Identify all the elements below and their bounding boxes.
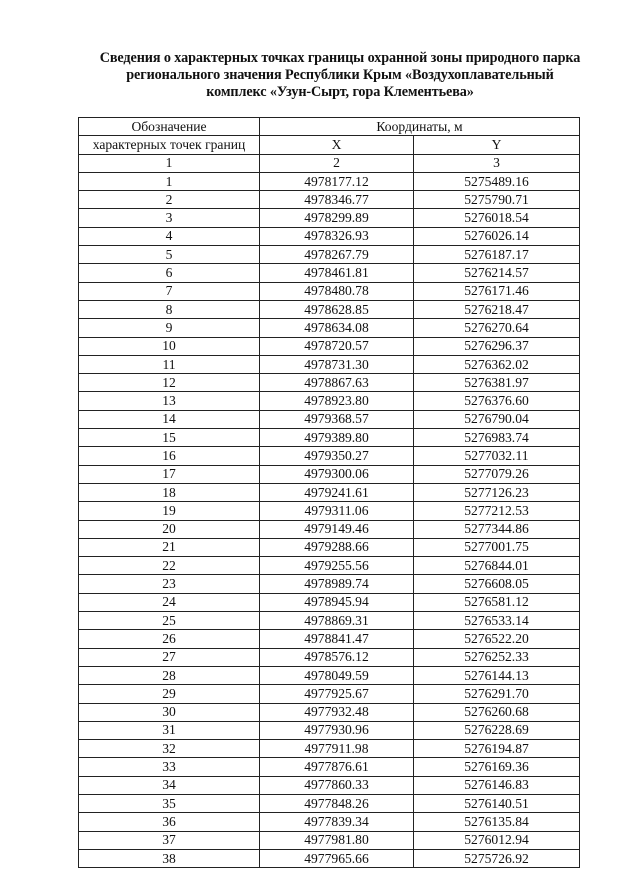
table-row [79, 429, 580, 447]
coord-y: 5277126.23 [414, 483, 580, 501]
table-row [79, 282, 580, 300]
table-row [79, 209, 580, 227]
coord-y: 5276608.05 [414, 575, 580, 593]
coord-y: 5276252.33 [414, 648, 580, 666]
table-row [79, 410, 580, 428]
coord-x: 4979300.06 [260, 465, 414, 483]
coord-y: 5277032.11 [414, 447, 580, 465]
coord-x: 4978267.79 [260, 246, 414, 264]
coord-x: 4979368.57 [260, 410, 414, 428]
coord-x: 4978299.89 [260, 209, 414, 227]
coord-y: 5276260.68 [414, 703, 580, 721]
coordinates-table-body [79, 118, 580, 868]
table-row [79, 355, 580, 373]
coord-y: 5277001.75 [414, 538, 580, 556]
coord-y: 5275726.92 [414, 849, 580, 867]
coord-x: 4978923.80 [260, 392, 414, 410]
table-row [79, 648, 580, 666]
coord-y: 5276581.12 [414, 593, 580, 611]
coordinates-table [78, 117, 580, 868]
coord-y: 5276194.87 [414, 740, 580, 758]
table-row [79, 721, 580, 739]
table-row [79, 538, 580, 556]
table-row [79, 392, 580, 410]
coord-y: 5276376.60 [414, 392, 580, 410]
coord-x: 4978326.93 [260, 227, 414, 245]
table-row [79, 849, 580, 867]
coord-x: 4978049.59 [260, 666, 414, 684]
point-number: 27 [79, 648, 260, 666]
table-row [79, 300, 580, 318]
table-row [79, 246, 580, 264]
point-number: 29 [79, 685, 260, 703]
coord-x: 4979255.56 [260, 557, 414, 575]
table-row [79, 483, 580, 501]
point-number: 2 [79, 191, 260, 209]
title-line-1: Сведения о характерных точках границы охранной зоны природного парка [99, 50, 581, 66]
table-row [79, 666, 580, 684]
coord-y: 5276983.74 [414, 429, 580, 447]
table-row [79, 191, 580, 209]
header-point-label-line2: характерных точек границ [79, 136, 260, 154]
document-title [60, 50, 620, 101]
coord-y: 5277344.86 [414, 520, 580, 538]
point-number: 15 [79, 429, 260, 447]
point-number: 8 [79, 300, 260, 318]
point-number: 31 [79, 721, 260, 739]
header-coords-label: Координаты, м [260, 118, 580, 136]
point-number: 28 [79, 666, 260, 684]
table-row [79, 319, 580, 337]
coord-x: 4977911.98 [260, 740, 414, 758]
point-number: 10 [79, 337, 260, 355]
coord-y: 5276171.46 [414, 282, 580, 300]
coord-y: 5276228.69 [414, 721, 580, 739]
coord-x: 4978945.94 [260, 593, 414, 611]
coord-x: 4977876.61 [260, 758, 414, 776]
point-number: 6 [79, 264, 260, 282]
point-number: 22 [79, 557, 260, 575]
table-row [79, 740, 580, 758]
coord-y: 5277079.26 [414, 465, 580, 483]
coord-y: 5276146.83 [414, 776, 580, 794]
coord-x: 4978869.31 [260, 612, 414, 630]
coord-x: 4979311.06 [260, 502, 414, 520]
coord-x: 4977932.48 [260, 703, 414, 721]
coord-y: 5276522.20 [414, 630, 580, 648]
point-number: 7 [79, 282, 260, 300]
table-row [79, 685, 580, 703]
coord-y: 5276291.70 [414, 685, 580, 703]
title-line-2: регионального значения Республики Крым «Воздухоплавательный [126, 67, 554, 83]
coord-y: 5276140.51 [414, 794, 580, 812]
point-number: 9 [79, 319, 260, 337]
coord-x: 4977839.34 [260, 813, 414, 831]
coord-y: 5276296.37 [414, 337, 580, 355]
table-row [79, 374, 580, 392]
point-number: 20 [79, 520, 260, 538]
coord-x: 4977848.26 [260, 794, 414, 812]
coord-x: 4978634.08 [260, 319, 414, 337]
table-row [79, 612, 580, 630]
coord-x: 4978731.30 [260, 355, 414, 373]
coord-x: 4978628.85 [260, 300, 414, 318]
column-number-1: 1 [79, 154, 260, 172]
point-number: 17 [79, 465, 260, 483]
coord-x: 4978346.77 [260, 191, 414, 209]
coord-y: 5276012.94 [414, 831, 580, 849]
header-row-1 [79, 118, 580, 136]
table-row [79, 593, 580, 611]
coord-x: 4978989.74 [260, 575, 414, 593]
point-number: 5 [79, 246, 260, 264]
point-number: 14 [79, 410, 260, 428]
coord-y: 5276169.36 [414, 758, 580, 776]
point-number: 16 [79, 447, 260, 465]
table-row [79, 520, 580, 538]
coord-y: 5275489.16 [414, 172, 580, 190]
header-row-2 [79, 136, 580, 154]
coord-y: 5276187.17 [414, 246, 580, 264]
coord-y: 5276214.57 [414, 264, 580, 282]
point-number: 32 [79, 740, 260, 758]
point-number: 21 [79, 538, 260, 556]
title-line-3: комплекс «Узун-Сырт, гора Клементьева» [206, 84, 474, 100]
coord-y: 5276026.14 [414, 227, 580, 245]
coord-y: 5276533.14 [414, 612, 580, 630]
coord-y: 5276218.47 [414, 300, 580, 318]
point-number: 11 [79, 355, 260, 373]
column-number-row [79, 154, 580, 172]
table-row [79, 447, 580, 465]
point-number: 35 [79, 794, 260, 812]
table-row [79, 557, 580, 575]
point-number: 1 [79, 172, 260, 190]
point-number: 13 [79, 392, 260, 410]
table-row [79, 575, 580, 593]
header-x-label: X [260, 136, 414, 154]
coord-x: 4978576.12 [260, 648, 414, 666]
coord-x: 4978461.81 [260, 264, 414, 282]
coord-y: 5275790.71 [414, 191, 580, 209]
point-number: 25 [79, 612, 260, 630]
column-number-2: 2 [260, 154, 414, 172]
table-row [79, 758, 580, 776]
coord-y: 5276362.02 [414, 355, 580, 373]
point-number: 37 [79, 831, 260, 849]
coord-x: 4977930.96 [260, 721, 414, 739]
table-row [79, 264, 580, 282]
point-number: 24 [79, 593, 260, 611]
point-number: 3 [79, 209, 260, 227]
table-row [79, 172, 580, 190]
point-number: 23 [79, 575, 260, 593]
coord-y: 5276381.97 [414, 374, 580, 392]
coord-x: 4979241.61 [260, 483, 414, 501]
coord-x: 4979389.80 [260, 429, 414, 447]
coord-y: 5276270.64 [414, 319, 580, 337]
table-row [79, 502, 580, 520]
table-row [79, 776, 580, 794]
coord-x: 4979288.66 [260, 538, 414, 556]
coord-x: 4977860.33 [260, 776, 414, 794]
point-number: 18 [79, 483, 260, 501]
coord-y: 5276790.04 [414, 410, 580, 428]
coord-y: 5276844.01 [414, 557, 580, 575]
table-row [79, 337, 580, 355]
point-number: 30 [79, 703, 260, 721]
point-number: 19 [79, 502, 260, 520]
table-row [79, 703, 580, 721]
table-row [79, 813, 580, 831]
coord-x: 4977981.80 [260, 831, 414, 849]
table-row [79, 465, 580, 483]
coord-x: 4977925.67 [260, 685, 414, 703]
coord-x: 4977965.66 [260, 849, 414, 867]
coord-x: 4978720.57 [260, 337, 414, 355]
point-number: 12 [79, 374, 260, 392]
point-number: 36 [79, 813, 260, 831]
point-number: 26 [79, 630, 260, 648]
coord-x: 4978177.12 [260, 172, 414, 190]
table-row [79, 831, 580, 849]
point-number: 33 [79, 758, 260, 776]
column-number-3: 3 [414, 154, 580, 172]
coord-y: 5277212.53 [414, 502, 580, 520]
table-row [79, 630, 580, 648]
coord-x: 4978867.63 [260, 374, 414, 392]
coord-y: 5276018.54 [414, 209, 580, 227]
point-number: 34 [79, 776, 260, 794]
coord-y: 5276135.84 [414, 813, 580, 831]
header-point-label-line1: Обозначение [79, 118, 260, 136]
coord-x: 4979350.27 [260, 447, 414, 465]
table-row [79, 794, 580, 812]
table-row [79, 227, 580, 245]
coord-y: 5276144.13 [414, 666, 580, 684]
coord-x: 4978480.78 [260, 282, 414, 300]
point-number: 38 [79, 849, 260, 867]
coord-x: 4978841.47 [260, 630, 414, 648]
coord-x: 4979149.46 [260, 520, 414, 538]
header-y-label: Y [414, 136, 580, 154]
point-number: 4 [79, 227, 260, 245]
